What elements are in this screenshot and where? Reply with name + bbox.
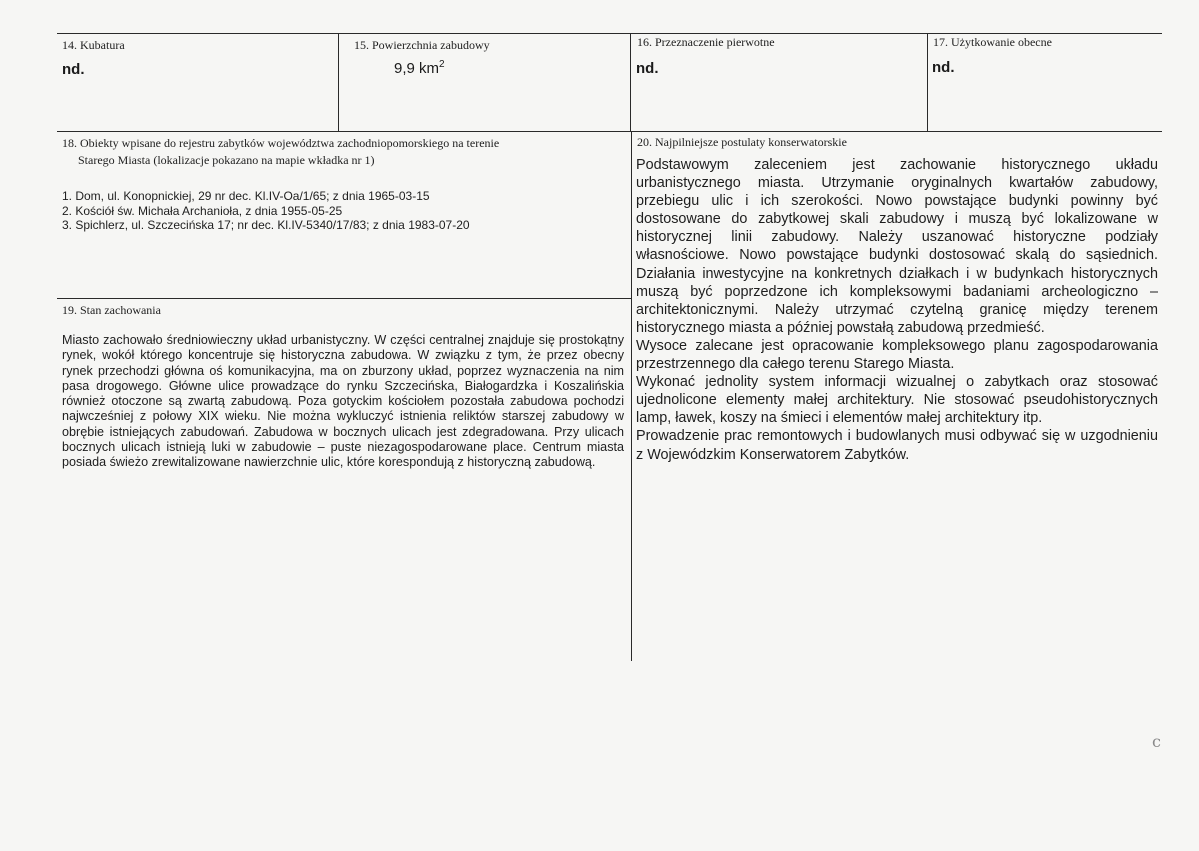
powierzchnia-label: 15. Powierzchnia zabudowy — [354, 38, 490, 52]
postulaty-paragraph-1: Podstawowym zaleceniem jest zachowanie historycznego układu urbanistycznego miasta. Utrzymanie oryginalnych kwartałów zabudowy, przebiegu ulic i ich szerokości. Nowo powstające budynki powinny być dostosowane do zabytkowej skali zabudowy i muszą być lokalizowane w historycznej linii zabudowy. Należy uszanować historyczne podziały własnościowe. Nowo powstające budynki dostosować skalą do sąsiednich. Działania inwestycyjne na konkretnych działkach i w budynkach historycznych muszą być poprzedzone ich kompleksowymi badaniami archeologiczno – architektonicznymi. Należy utrzymać czytelną granicę między terenem historycznego miasta a później powstałą zabudową przedmieść. — [636, 157, 1158, 336]
rejestr-label-line1: 18. Obiekty wpisane do rejestru zabytków województwa zachodniopomorskiego na terenie — [62, 136, 500, 150]
stan-zachowania-paragraph: Miasto zachowało średniowieczny układ urbanistyczny. W części centralnej znajduje się prostokątny rynek, wokół którego koncentruje się historyczna zabudowa. W związku z tym, że przez obecny rynek przechodzi główna oś komunikacyjna, ma on zburzony układ, poprzez wyznaczenia na nim pasa drogowego. Główne ulice prowadzące do rynku Szczecińska, Białogardzka i Koszalińskia również otoczone są zwartą zabudową. Poza gotyckim kościołem pozostała zabudowa pochodzi najwcześniej z połowy XIX wieku. Nie można wykluczyć istnienia reliktów starszej zabudowy w obrębie istniejących zabudowań. Zabudowa w bocznych ulicach jest zdegradowana. Przy ulicach bocznych ulicach istnieją luki w zabudowie – puste niezagospodarowane place. Centrum miasta posiada świeżo zrewitalizowane nawierzchnie ulic, które korespondują z historyczną zabudową. — [62, 333, 624, 470]
divider-14-15 — [338, 33, 339, 131]
margin-mark: c — [1152, 732, 1161, 751]
stan-zachowania-text — [62, 333, 624, 471]
divider-15-16 — [630, 33, 631, 131]
list-item: 1. Dom, ul. Konopnickiej, 29 nr dec. Kl.IV-Oa/1/65; z dnia 1965-03-15 — [62, 189, 430, 203]
divider-16-17 — [927, 33, 928, 131]
postulaty-paragraph-3: Wykonać jednolity system informacji wizualnej o zabytkach oraz stosować ujednolicone elementy małej architektury. Nie stosować pseudohistorycznych lamp, ławek, koszy na śmieci i elementów małej architektury itp. — [636, 374, 1158, 427]
postulaty-paragraph-2: Wysoce zalecane jest opracowanie kompleksowego planu zagospodarowania przestrzennego dla całego terenu Starego Miasta. — [636, 337, 1158, 373]
powierzchnia-value — [394, 59, 445, 77]
postulaty-label: 20. Najpilniejsze postulaty konserwatorskie — [637, 135, 847, 149]
powierzchnia-value-sup: 2 — [439, 59, 445, 70]
uzytkowanie-value: nd. — [932, 59, 955, 76]
center-column-divider — [631, 131, 632, 661]
row1-bottom-rule — [57, 131, 1162, 132]
przeznaczenie-value: nd. — [636, 60, 659, 77]
section-18-19-divider — [57, 298, 631, 299]
list-item: 2. Kościół św. Michała Archanioła, z dnia 1955-05-25 — [62, 203, 343, 218]
kubatura-label: 14. Kubatura — [62, 38, 125, 52]
stan-zachowania-label: 19. Stan zachowania — [62, 303, 161, 317]
postulaty-text — [636, 156, 1158, 464]
uzytkowanie-label: 17. Użytkowanie obecne — [933, 35, 1052, 49]
rejestr-label-line2: Starego Miasta (lokalizacje pokazano na mapie wkładka nr 1) — [78, 153, 375, 167]
rejestr-list — [62, 189, 470, 233]
kubatura-value: nd. — [62, 61, 85, 78]
powierzchnia-value-text: 9,9 km — [394, 60, 440, 77]
postulaty-paragraph-4: Prowadzenie prac remontowych i budowlanych musi odbywać się w uzgodnieniu z Wojewódzkim Konserwatorem Zabytków. — [636, 428, 1158, 463]
przeznaczenie-label: 16. Przeznaczenie pierwotne — [637, 35, 775, 49]
list-item: 3. Spichlerz, ul. Szczecińska 17; nr dec. Kl.IV-5340/17/83; z dnia 1983-07-20 — [62, 218, 470, 232]
